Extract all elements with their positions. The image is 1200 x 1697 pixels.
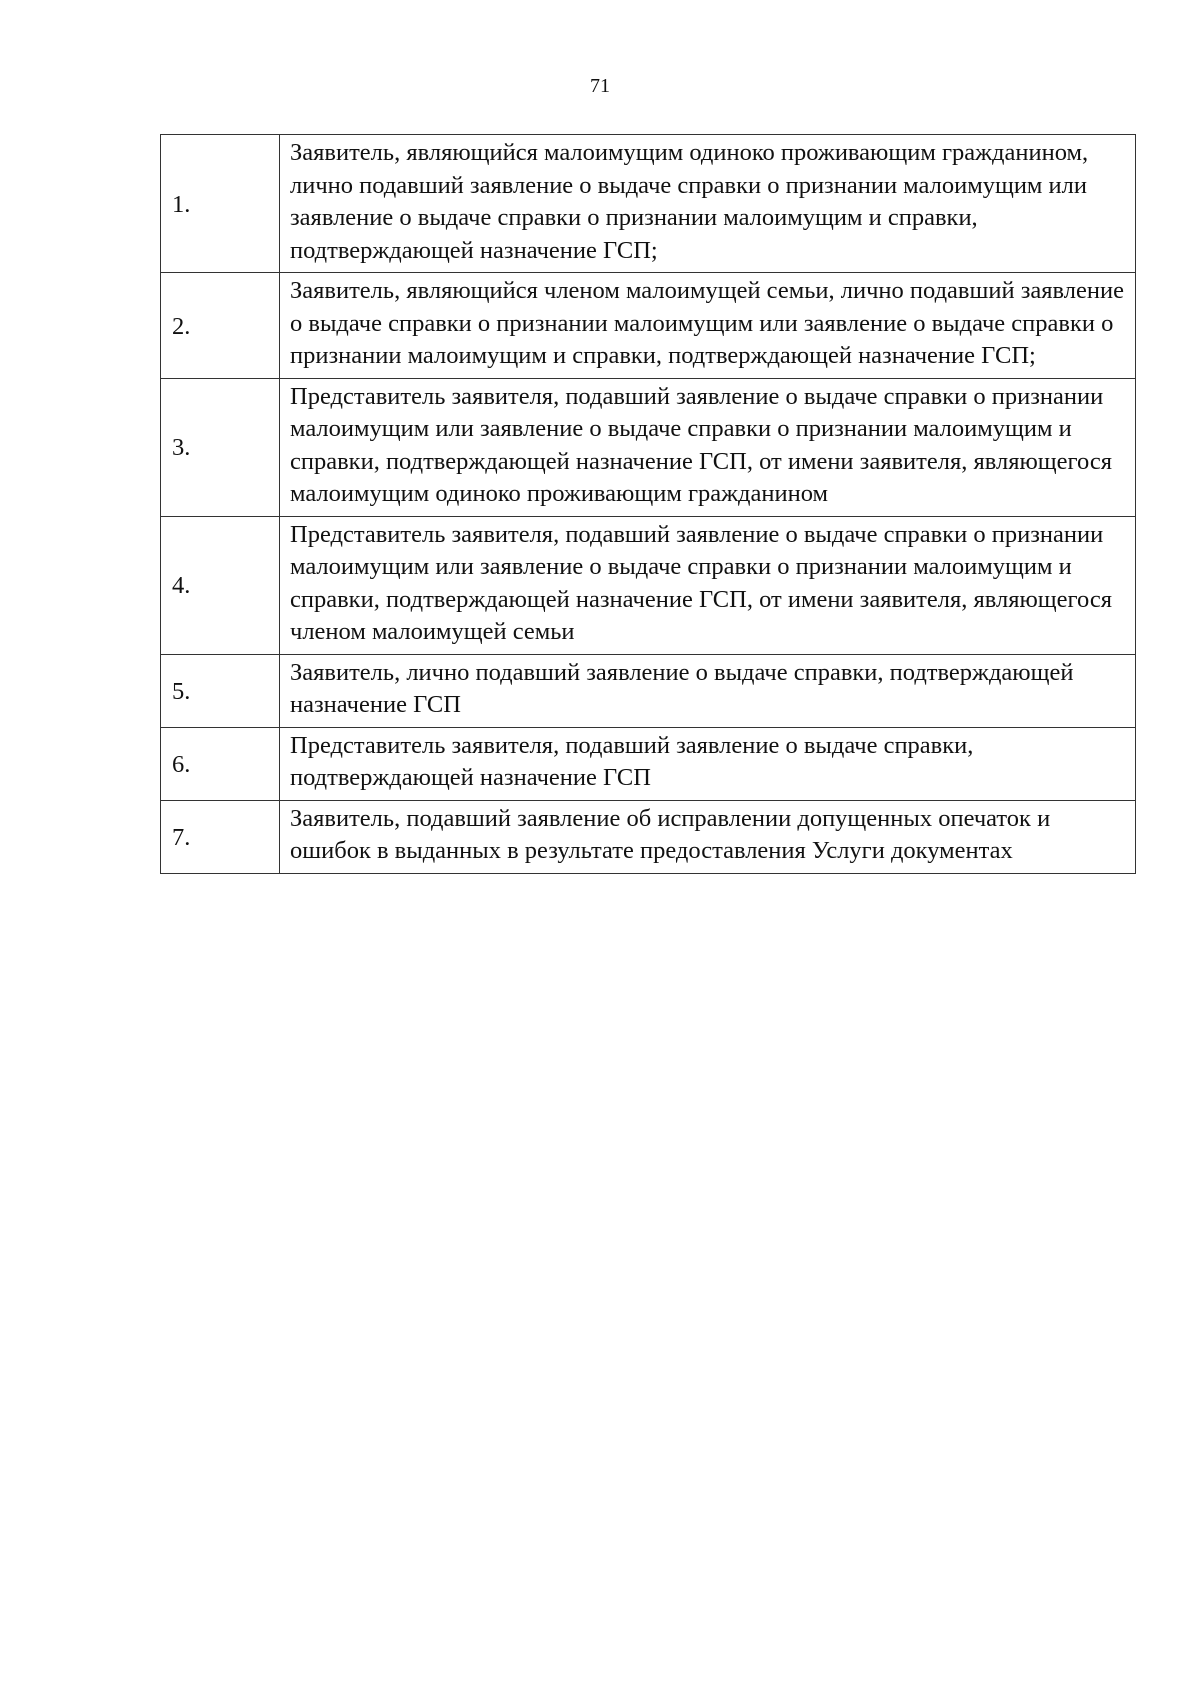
row-text-cell: Заявитель, являющийся малоимущим одиноко проживающим гражданином, лично подавший заявление о выдаче справки о признании малоимущим или заявление о выдаче справки о признании малоимущим и справки, подтверждающей назначение ГСП;	[280, 135, 1136, 273]
table-row	[161, 654, 1136, 727]
row-text-cell: Представитель заявителя, подавший заявление о выдаче справки, подтверждающей назначение ГСП	[280, 727, 1136, 800]
row-text-cell: Заявитель, подавший заявление об исправлении допущенных опечаток и ошибок в выданных в результате предоставления Услуги документах	[280, 800, 1136, 873]
row-text-cell: Заявитель, являющийся членом малоимущей семьи, лично подавший заявление о выдаче справки о признании малоимущим или заявление о выдаче справки о признании малоимущим и справки, подтверждающей назначение ГСП;	[280, 273, 1136, 379]
table-row	[161, 378, 1136, 516]
table-row	[161, 727, 1136, 800]
page-number: 71	[590, 75, 610, 97]
row-number-cell: 1.	[161, 135, 280, 273]
row-number-cell: 3.	[161, 378, 280, 516]
table-row	[161, 516, 1136, 654]
row-number-cell: 5.	[161, 654, 280, 727]
table-row	[161, 800, 1136, 873]
table-row	[161, 273, 1136, 379]
row-number-cell: 2.	[161, 273, 280, 379]
row-number-cell: 6.	[161, 727, 280, 800]
row-number-cell: 7.	[161, 800, 280, 873]
row-text-cell: Представитель заявителя, подавший заявление о выдаче справки о признании малоимущим или заявление о выдаче справки о признании малоимущим и справки, подтверждающей назначение ГСП, от имени заявителя, являющегося малоимущим одиноко проживающим гражданином	[280, 378, 1136, 516]
applicants-table	[160, 134, 1136, 874]
row-number-cell: 4.	[161, 516, 280, 654]
table-row	[161, 135, 1136, 273]
row-text-cell: Представитель заявителя, подавший заявление о выдаче справки о признании малоимущим или заявление о выдаче справки о признании малоимущим и справки, подтверждающей назначение ГСП, от имени заявителя, являющегося членом малоимущей семьи	[280, 516, 1136, 654]
row-text-cell: Заявитель, лично подавший заявление о выдаче справки, подтверждающей назначение ГСП	[280, 654, 1136, 727]
